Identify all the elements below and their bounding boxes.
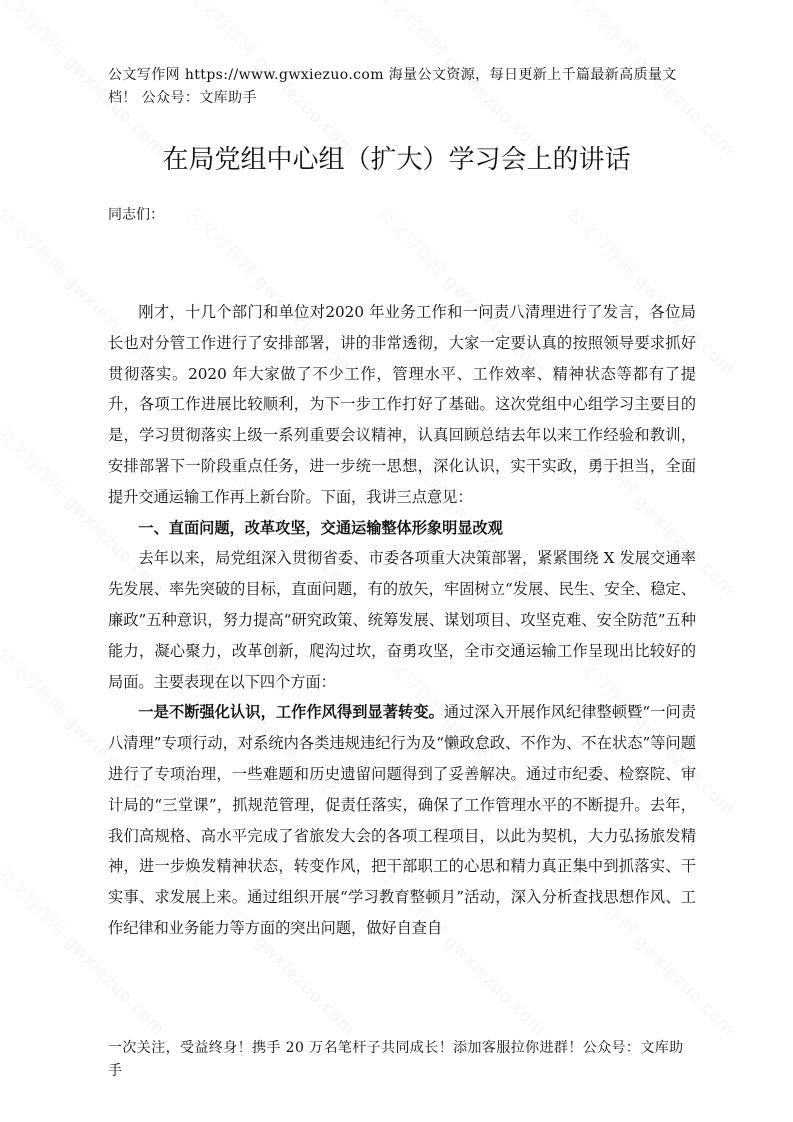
point-text: 通过深入开展作风纪律整顿暨“一问责八清理”专项行动，对系统内各类违规违纪行为及“懒政怠政、不作为、不在状态”等问题进行了专项治理，一些难题和历史遗留问题得到了妥善解决。通过市纪委、检察院、审计局的“三堂课”，抓规范管理，促责任落实，确保了工作管理水平的不断提升。去年，我们高规格、高水平完成了省旅发大会的各项工程项目，以此为契机，大力弘扬旅发精神，进一步焕发精神状态，转变作风，把干部职工的心思和精力真正集中到抓落实、干实事、求发展上来。通过组织开展“学习教育整顿月”活动，深入分析查找思想作风、工作纪律和业务能力等方面的突出问题，做好自查自 bbox=[108, 703, 696, 937]
footer-note: 一次关注，受益终身！携手 20 万名笔杆子共同成长！添加客服拉你进群！公众号：文库助手 bbox=[108, 1040, 684, 1079]
document-body bbox=[108, 297, 696, 944]
header-note: 公文写作网 https://www.gwxiezuo.com 海量公文资源，每日更新上千篇最新高质量文档！ 公众号：文库助手 bbox=[108, 67, 677, 106]
salutation: 同志们： bbox=[108, 207, 164, 223]
point-lead: 一是不断强化认识，工作作风得到显著转变。 bbox=[138, 703, 444, 722]
intro-paragraph: 刚才，十几个部门和单位对2020 年业务工作和一问责八清理进行了发言，各位局长也对分管工作进行了安排部署，讲的非常透彻，大家一定要认真的按照领导要求抓好贯彻落实。2020 年大家做了不少工作，管理水平、工作效率、精神状态等都有了提升，各项工作进展比较顺利，为下一步工作打好了基础。这次党组中心组学习主要目的是，学习贯彻落实上级一系列重要会议精神，认真回顾总结去年以来工作经验和教训，安排部署下一阶段重点任务，进一步统一思想，深化认识，实干实政，勇于担当，全面提升交通运输工作再上新台阶。下面，我讲三点意见： bbox=[108, 303, 696, 506]
section-heading: 一、直面问题，改革攻坚，交通运输整体形象明显改观 bbox=[138, 518, 503, 537]
section-paragraph: 去年以来，局党组深入贯彻省委、市委各项重大决策部署，紧紧围绕 X 发展交通率先发展、率先突破的目标，直面问题，有的放矢，牢固树立“发展、民生、安全、稳定、廉政”五种意识，努力提高“研究政策、统筹发展、谋划项目、攻坚克难、安全防范”五种能力，凝心聚力，改革创新，爬沟过坎，奋勇攻坚，全市交通运输工作呈现出比较好的局面。主要表现在以下四个方面： bbox=[108, 549, 696, 691]
document-title: 在局党组中心组（扩大）学习会上的讲话 bbox=[162, 145, 631, 175]
point-paragraph bbox=[108, 697, 696, 943]
